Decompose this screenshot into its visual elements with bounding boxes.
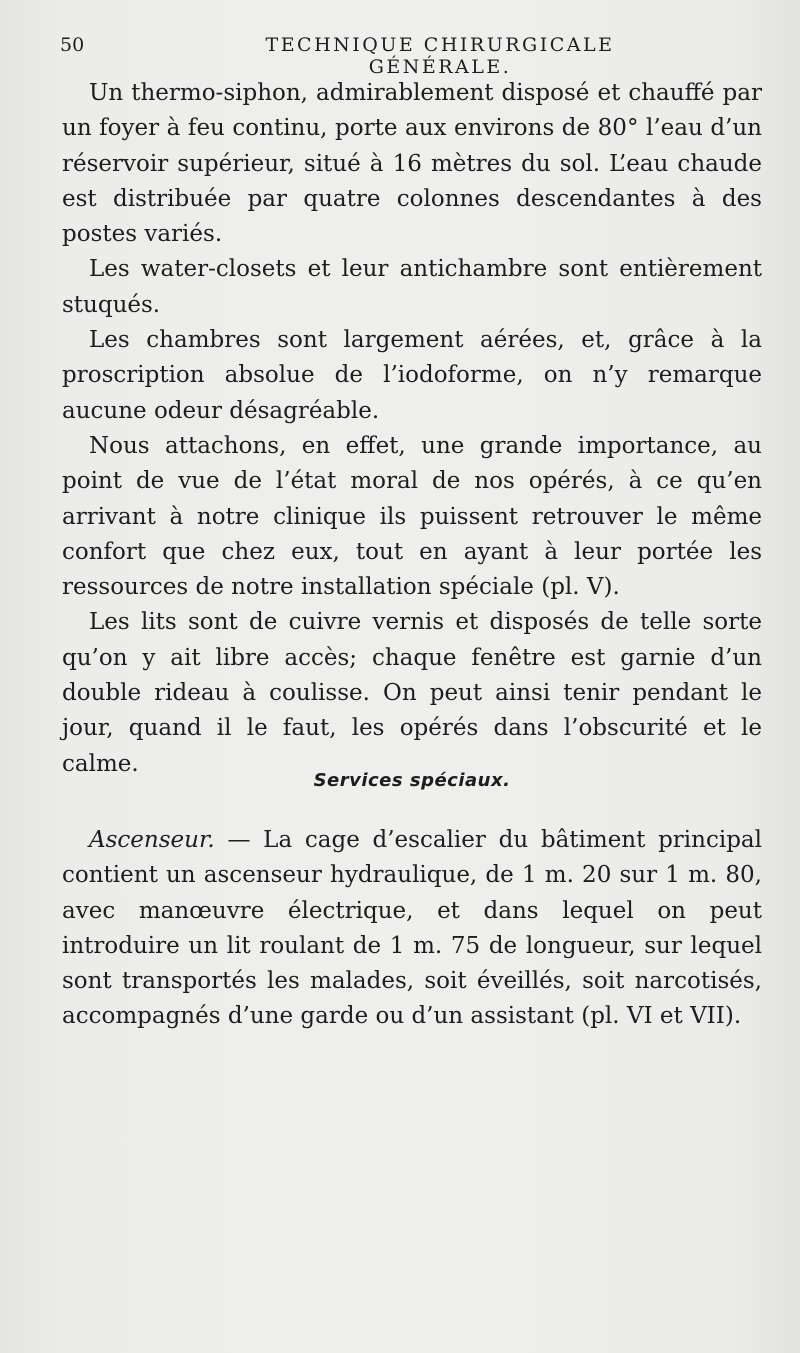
paragraph-water-closets: Les water-closets et leur antichambre sont entièrement stuqués. [62,256,762,318]
ascenseur-lead: Ascenseur. [89,827,215,853]
section-heading: Services spéciaux. [313,770,511,791]
paragraph-ascenseur [62,823,762,1035]
ascenseur-block [62,823,762,1035]
paragraph-lits: Les lits sont de cuivre vernis et disposés de telle sorte qu’on y ait libre accès; chaque fenêtre est garnie d’un double rideau à coulisse. On peut ainsi tenir pendant le jour, quand il le faut, les opérés dans l’obscurité et le calme. [62,609,762,777]
paragraph-thermo-siphon: Un thermo-siphon, admirablement disposé et chauffé par un foyer à feu continu, porte aux environs de 80° l’eau d’un réservoir supérieur, situé à 16 mètres du sol. L’eau chaude est distribuée par quatre colonnes descendantes à des postes variés. [62,80,762,248]
ascenseur-text: — La cage d’escalier du bâtiment principal contient un ascenseur hydraulique, de 1 m. 20 sur 1 m. 80, avec manœuvre électrique, et dans lequel on peut introduire un lit roulant de 1 m. 75 de longueur, sur lequel sont transportés les malades, soit éveillés, soit narcotisés, accompagnés d’une garde ou d’un assistant (pl. VI et VII). [62,827,762,1030]
body-text [62,76,762,782]
paragraph-confort: Nous attachons, en effet, une grande importance, au point de vue de l’état moral de nos opérés, à ce qu’en arrivant à notre clinique ils puissent retrouver le même confort que chez eux, tout en ayant à leur portée les ressources de notre installation spéciale (pl. V). [62,432,762,601]
paragraph-chambres: Les chambres sont largement aérées, et, grâce à la proscription absolue de l’iodoforme, on n’y remarque aucune odeur désagréable. [62,327,762,424]
running-title: TECHNIQUE CHIRURGICALE GÉNÉRALE. [265,34,615,78]
page-header [60,34,760,78]
page-number: 50 [60,34,85,56]
